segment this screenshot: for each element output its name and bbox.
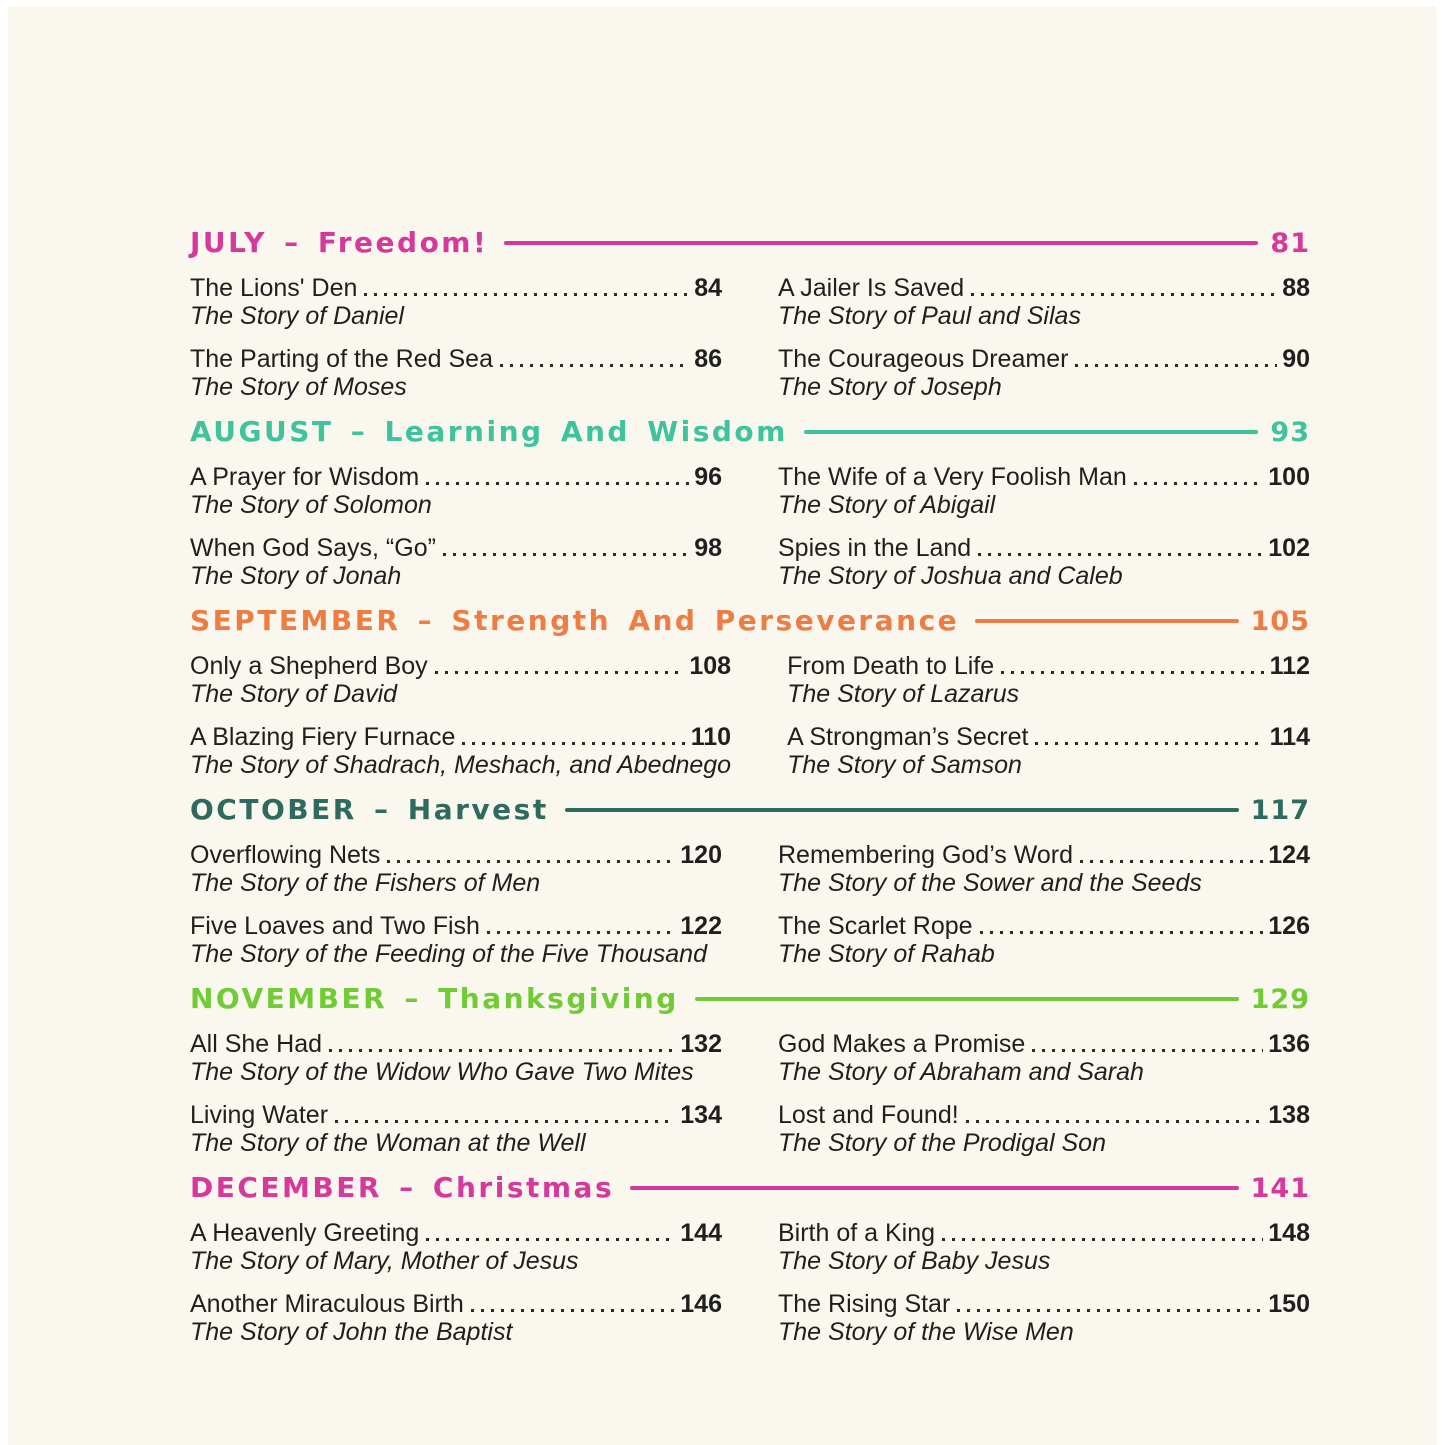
entry-title: Living Water xyxy=(190,1101,329,1129)
section-page-number: 129 xyxy=(1250,983,1310,1015)
section-july xyxy=(190,226,1310,401)
toc-entry xyxy=(190,723,731,779)
toc-entry xyxy=(778,345,1310,401)
entry-subtitle: The Story of John the Baptist xyxy=(190,1318,513,1346)
entry-title: A Prayer for Wisdom xyxy=(190,463,420,491)
toc-entry xyxy=(778,463,1310,519)
dot-leader xyxy=(435,671,685,674)
toc-entry xyxy=(190,1101,722,1157)
entry-page-number: 98 xyxy=(694,534,722,562)
section-october xyxy=(190,793,1310,968)
entry-subtitle: The Story of Abigail xyxy=(778,491,996,519)
entry-subtitle: The Story of the Prodigal Son xyxy=(778,1129,1106,1157)
entry-title: The Courageous Dreamer xyxy=(778,345,1069,373)
section-entries xyxy=(190,274,1310,401)
dot-leader xyxy=(1134,482,1264,485)
dot-leader xyxy=(387,860,675,863)
entry-subtitle: The Story of Joshua and Caleb xyxy=(778,562,1123,590)
entry-subtitle: The Story of Samson xyxy=(787,751,1022,779)
entry-subtitle: The Story of the Fishers of Men xyxy=(190,869,541,897)
entry-title: Another Miraculous Birth xyxy=(190,1290,464,1318)
section-title: DECEMBER – Christmas xyxy=(190,1171,615,1204)
entry-page-number: 108 xyxy=(689,652,732,680)
section-header xyxy=(190,982,1310,1016)
section-header xyxy=(190,604,1310,638)
entry-subtitle: The Story of Jonah xyxy=(190,562,402,590)
section-rule-line xyxy=(975,619,1238,623)
section-entries xyxy=(190,841,1310,968)
section-title: JULY – Freedom! xyxy=(190,226,489,259)
toc-entry xyxy=(190,841,722,897)
entry-page-number: 90 xyxy=(1282,345,1310,373)
toc-entry xyxy=(778,912,1310,968)
entry-page-number: 148 xyxy=(1268,1219,1310,1247)
entry-subtitle: The Story of the Sower and the Seeds xyxy=(778,869,1202,897)
toc-entry xyxy=(190,1219,722,1275)
dot-leader xyxy=(1075,364,1277,367)
toc-entry xyxy=(778,841,1310,897)
dot-leader xyxy=(978,553,1263,556)
toc-entry xyxy=(778,1219,1310,1275)
section-november xyxy=(190,982,1310,1157)
entry-title: God Makes a Promise xyxy=(778,1030,1026,1058)
section-title: NOVEMBER – Thanksgiving xyxy=(190,982,679,1015)
entry-page-number: 134 xyxy=(680,1101,722,1129)
entry-title: The Rising Star xyxy=(778,1290,951,1318)
entry-page-number: 86 xyxy=(694,345,722,373)
dot-leader xyxy=(942,1238,1263,1241)
section-page-number: 93 xyxy=(1270,416,1310,448)
section-august xyxy=(190,415,1310,590)
entry-page-number: 138 xyxy=(1268,1101,1310,1129)
entry-page-number: 102 xyxy=(1268,534,1310,562)
entry-title: Lost and Found! xyxy=(778,1101,959,1129)
section-entries xyxy=(190,1219,1310,1346)
entry-subtitle: The Story of Lazarus xyxy=(787,680,1020,708)
entry-title: Birth of a King xyxy=(778,1219,936,1247)
entry-subtitle: The Story of David xyxy=(190,680,398,708)
section-rule-line xyxy=(695,997,1239,1001)
entry-page-number: 120 xyxy=(680,841,722,869)
toc-entry xyxy=(787,652,1310,708)
entry-page-number: 136 xyxy=(1268,1030,1310,1058)
dot-leader xyxy=(329,1049,675,1052)
entry-title: A Jailer Is Saved xyxy=(778,274,965,302)
entry-title: The Wife of a Very Foolish Man xyxy=(778,463,1127,491)
toc-entry xyxy=(190,345,722,401)
entry-title: From Death to Life xyxy=(787,652,995,680)
entry-subtitle: The Story of Daniel xyxy=(190,302,404,330)
entry-page-number: 100 xyxy=(1268,463,1310,491)
entry-title: Remembering God’s Word xyxy=(778,841,1074,869)
toc-entry xyxy=(778,534,1310,590)
entry-title: A Heavenly Greeting xyxy=(190,1219,420,1247)
toc-entry xyxy=(778,274,1310,330)
section-page-number: 141 xyxy=(1250,1172,1310,1204)
section-rule-line xyxy=(804,430,1259,434)
entry-title: Five Loaves and Two Fish xyxy=(190,912,480,940)
dot-leader xyxy=(335,1120,675,1123)
entry-page-number: 84 xyxy=(694,274,722,302)
toc-entry xyxy=(778,1101,1310,1157)
section-entries xyxy=(190,463,1310,590)
entry-page-number: 144 xyxy=(680,1219,722,1247)
entry-page-number: 122 xyxy=(680,912,722,940)
section-title: OCTOBER – Harvest xyxy=(190,793,549,826)
entry-title: All She Had xyxy=(190,1030,323,1058)
section-title: SEPTEMBER – Strength And Perseverance xyxy=(190,604,960,637)
dot-leader xyxy=(426,482,689,485)
dot-leader xyxy=(957,1309,1263,1312)
section-entries xyxy=(190,652,1310,779)
entry-subtitle: The Story of Mary, Mother of Jesus xyxy=(190,1247,579,1275)
toc-entry xyxy=(190,652,731,708)
entry-title: Spies in the Land xyxy=(778,534,972,562)
section-header xyxy=(190,226,1310,260)
toc-entry xyxy=(190,463,722,519)
entry-title: The Lions' Den xyxy=(190,274,358,302)
toc-entry xyxy=(190,534,722,590)
toc-entry xyxy=(190,1290,722,1346)
entry-subtitle: The Story of Shadrach, Meshach, and Abednego xyxy=(190,751,732,779)
entry-subtitle: The Story of the Widow Who Gave Two Mites xyxy=(190,1058,694,1086)
toc-entry xyxy=(787,723,1310,779)
toc-entry xyxy=(190,274,722,330)
entry-title: A Blazing Fiery Furnace xyxy=(190,723,456,751)
entry-subtitle: The Story of the Feeding of the Five Thousand xyxy=(190,940,707,968)
dot-leader xyxy=(471,1309,676,1312)
entry-page-number: 88 xyxy=(1282,274,1310,302)
entry-subtitle: The Story of the Woman at the Well xyxy=(190,1129,586,1157)
dot-leader xyxy=(500,364,689,367)
toc-entry xyxy=(778,1290,1310,1346)
dot-leader xyxy=(966,1120,1264,1123)
entry-page-number: 96 xyxy=(694,463,722,491)
entry-title: A Strongman’s Secret xyxy=(787,723,1029,751)
dot-leader xyxy=(1035,742,1264,745)
entry-page-number: 110 xyxy=(690,723,732,751)
section-header xyxy=(190,415,1310,449)
section-rule-line xyxy=(630,1186,1239,1190)
entry-subtitle: The Story of Solomon xyxy=(190,491,432,519)
table-of-contents xyxy=(8,6,1437,1346)
dot-leader xyxy=(443,553,689,556)
dot-leader xyxy=(980,931,1264,934)
entry-title: The Scarlet Rope xyxy=(778,912,973,940)
section-december xyxy=(190,1171,1310,1346)
entry-title: The Parting of the Red Sea xyxy=(190,345,493,373)
section-entries xyxy=(190,1030,1310,1157)
entry-subtitle: The Story of Paul and Silas xyxy=(778,302,1081,330)
entry-page-number: 146 xyxy=(680,1290,722,1318)
entry-page-number: 114 xyxy=(1269,723,1310,751)
book-page xyxy=(8,6,1437,1445)
section-title: AUGUST – Learning And Wisdom xyxy=(190,415,788,448)
toc-entry xyxy=(190,1030,722,1086)
section-rule-line xyxy=(504,241,1258,245)
dot-leader xyxy=(426,1238,675,1241)
section-page-number: 81 xyxy=(1270,227,1310,259)
entry-title: Overflowing Nets xyxy=(190,841,381,869)
entry-title: When God Says, “Go” xyxy=(190,534,436,562)
entry-subtitle: The Story of Moses xyxy=(190,373,407,401)
section-header xyxy=(190,1171,1310,1205)
toc-entry xyxy=(778,1030,1310,1086)
dot-leader xyxy=(462,742,685,745)
dot-leader xyxy=(364,293,689,296)
entry-page-number: 112 xyxy=(1269,652,1310,680)
entry-subtitle: The Story of Baby Jesus xyxy=(778,1247,1051,1275)
entry-subtitle: The Story of the Wise Men xyxy=(778,1318,1074,1346)
dot-leader xyxy=(971,293,1277,296)
section-page-number: 117 xyxy=(1250,794,1310,826)
section-september xyxy=(190,604,1310,779)
section-rule-line xyxy=(565,808,1239,812)
entry-page-number: 124 xyxy=(1268,841,1310,869)
dot-leader xyxy=(1001,671,1265,674)
entry-page-number: 150 xyxy=(1268,1290,1310,1318)
entry-subtitle: The Story of Joseph xyxy=(778,373,1002,401)
entry-subtitle: The Story of Rahab xyxy=(778,940,995,968)
dot-leader xyxy=(487,931,675,934)
dot-leader xyxy=(1080,860,1263,863)
entry-subtitle: The Story of Abraham and Sarah xyxy=(778,1058,1144,1086)
entry-page-number: 126 xyxy=(1268,912,1310,940)
entry-title: Only a Shepherd Boy xyxy=(190,652,428,680)
entry-page-number: 132 xyxy=(680,1030,722,1058)
toc-entry xyxy=(190,912,722,968)
dot-leader xyxy=(1032,1049,1263,1052)
section-header xyxy=(190,793,1310,827)
section-page-number: 105 xyxy=(1250,605,1310,637)
